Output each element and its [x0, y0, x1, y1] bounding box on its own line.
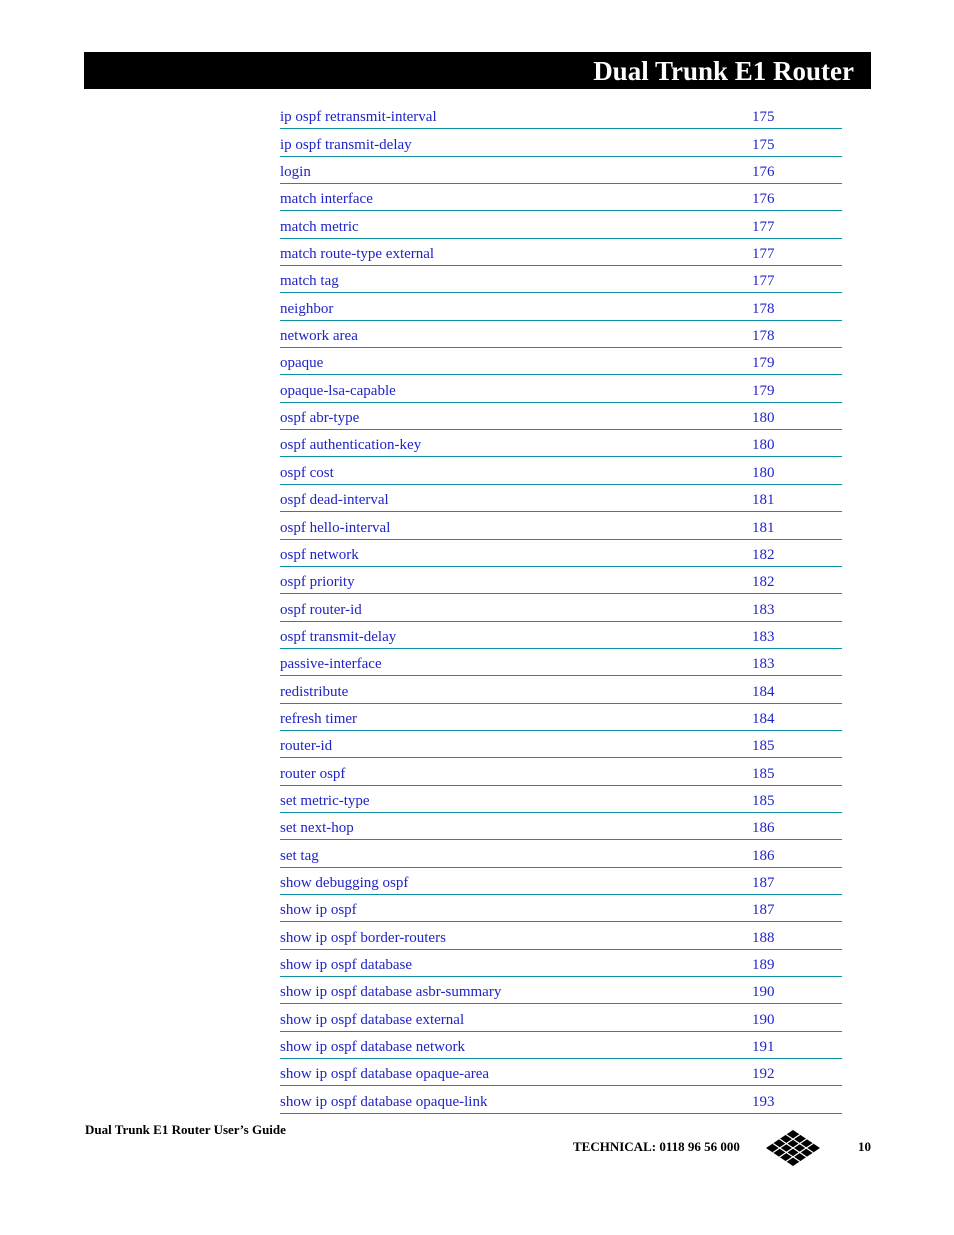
toc-entry-page[interactable]: 184 — [752, 683, 775, 700]
toc-entry-label[interactable]: login — [280, 164, 311, 181]
toc-entry-label[interactable]: opaque-lsa-capable — [280, 382, 396, 399]
toc-entry[interactable] — [280, 457, 842, 484]
toc-entry[interactable] — [280, 649, 842, 676]
toc-entry-page[interactable]: 185 — [752, 765, 775, 782]
toc-entry-page[interactable]: 180 — [752, 437, 775, 454]
toc-entry-page[interactable]: 183 — [752, 628, 775, 645]
footer-technical-phone: TECHNICAL: 0118 96 56 000 — [573, 1139, 740, 1154]
toc-entry-label[interactable]: ospf authentication-key — [280, 437, 422, 454]
toc-entry-page[interactable]: 177 — [752, 218, 775, 235]
toc-entry-label[interactable]: ospf priority — [280, 574, 355, 591]
toc-entry-page[interactable]: 177 — [752, 246, 775, 263]
toc-entry[interactable] — [280, 786, 842, 813]
toc-entry[interactable] — [280, 758, 842, 785]
toc-entry-label[interactable]: opaque — [280, 355, 324, 372]
toc-entry-page[interactable]: 182 — [752, 574, 775, 591]
toc-entry-label[interactable]: ospf cost — [280, 464, 334, 481]
toc-entry-page[interactable]: 193 — [752, 1093, 775, 1110]
toc-entry-page[interactable]: 176 — [752, 164, 775, 181]
toc-entry[interactable] — [280, 485, 842, 512]
toc-entry[interactable] — [280, 430, 842, 457]
toc-entry[interactable] — [280, 184, 842, 211]
toc-entry[interactable] — [280, 102, 842, 129]
toc-entry[interactable] — [280, 239, 842, 266]
toc-entry-page[interactable]: 176 — [752, 191, 775, 208]
table-of-contents — [280, 102, 842, 1114]
footer-page-number: 10 — [858, 1139, 871, 1154]
toc-entry-label[interactable]: ospf network — [280, 546, 359, 563]
toc-entry-label[interactable]: redistribute — [280, 683, 349, 700]
toc-entry-page[interactable]: 179 — [752, 355, 775, 372]
toc-entry[interactable] — [280, 704, 842, 731]
toc-entry-page[interactable]: 189 — [752, 957, 775, 973]
toc-entry-page[interactable]: 185 — [752, 738, 775, 755]
toc-entry-page[interactable]: 190 — [752, 1011, 775, 1028]
toc-entry-page[interactable]: 191 — [752, 1039, 775, 1056]
toc-entry-label[interactable]: show ip ospf border-routers — [280, 929, 446, 946]
toc-entry-page[interactable]: 178 — [752, 328, 775, 345]
toc-entry-label[interactable]: show ip ospf database asbr-summary — [280, 984, 502, 1001]
toc-entry[interactable] — [280, 977, 842, 1004]
toc-entry[interactable] — [280, 731, 842, 758]
toc-entry-page[interactable]: 183 — [752, 601, 775, 618]
toc-entry-page[interactable]: 179 — [752, 382, 775, 399]
toc-entry-label[interactable]: ospf hello-interval — [280, 519, 391, 536]
toc-entry[interactable] — [280, 622, 842, 649]
toc-entry-label[interactable]: ospf transmit-delay — [280, 628, 397, 645]
toc-entry[interactable] — [280, 868, 842, 895]
toc-entry[interactable] — [280, 567, 842, 594]
toc-entry-label[interactable]: match interface — [280, 191, 373, 208]
toc-entry-page[interactable]: 186 — [752, 847, 775, 864]
toc-entry[interactable] — [280, 1032, 842, 1059]
toc-entry-label[interactable]: match metric — [280, 218, 359, 235]
toc-entry-label[interactable]: show ip ospf database — [280, 957, 413, 973]
toc-entry-page[interactable]: 183 — [752, 656, 775, 673]
toc-entry-page[interactable]: 185 — [752, 792, 775, 809]
toc-entry[interactable] — [280, 922, 842, 949]
toc-entry-label[interactable]: show ip ospf database opaque-area — [280, 1066, 490, 1083]
toc-entry[interactable] — [280, 321, 842, 348]
toc-entry-label[interactable]: show ip ospf — [280, 902, 357, 919]
toc-entry-label[interactable]: set next-hop — [280, 820, 354, 837]
toc-entry[interactable] — [280, 129, 842, 156]
toc-entry[interactable] — [280, 540, 842, 567]
toc-entry[interactable] — [280, 1059, 842, 1086]
toc-entry-page[interactable]: 187 — [752, 874, 775, 891]
toc-entry-label[interactable]: refresh timer — [280, 710, 358, 727]
toc-entry[interactable] — [280, 950, 842, 977]
toc-entry-label[interactable]: router-id — [280, 738, 333, 755]
toc-entry[interactable] — [280, 895, 842, 922]
toc-entry-page[interactable]: 178 — [752, 300, 775, 317]
toc-entry-page[interactable]: 177 — [752, 273, 775, 290]
toc-entry-label[interactable]: ospf abr-type — [280, 410, 360, 427]
toc-entry[interactable] — [280, 375, 842, 402]
toc-entry-label[interactable]: show ip ospf database network — [280, 1039, 465, 1056]
toc-entry-page[interactable]: 180 — [752, 410, 775, 427]
toc-entry-label[interactable]: ospf dead-interval — [280, 492, 389, 509]
toc-entry-label[interactable]: ip ospf transmit-delay — [280, 136, 412, 153]
toc-entry-label[interactable]: show ip ospf database opaque-link — [280, 1093, 488, 1110]
toc-entry-page[interactable]: 186 — [752, 820, 775, 837]
toc-entry-label[interactable]: show ip ospf database external — [280, 1011, 465, 1028]
toc-entry-page[interactable]: 175 — [752, 136, 775, 153]
toc-entry-label[interactable]: ip ospf retransmit-interval — [280, 109, 437, 126]
black-box-logo-icon — [765, 1129, 821, 1167]
toc-entry[interactable] — [280, 266, 842, 293]
toc-entry-page[interactable]: 184 — [752, 710, 775, 727]
toc-entry[interactable] — [280, 1086, 842, 1113]
toc-entry-label[interactable]: set tag — [280, 847, 319, 864]
toc-entry-page[interactable]: 188 — [752, 929, 775, 946]
toc-entry-page[interactable]: 187 — [752, 902, 775, 919]
toc-entry-label[interactable]: set metric-type — [280, 792, 370, 809]
toc-entry-page[interactable]: 182 — [752, 546, 775, 563]
page-title: Dual Trunk E1 Router — [593, 56, 854, 86]
toc-entry-label[interactable]: match tag — [280, 273, 339, 290]
toc-entry[interactable] — [280, 348, 842, 375]
toc-entry-label[interactable]: neighbor — [280, 300, 334, 317]
toc-entry-page[interactable]: 190 — [752, 984, 775, 1001]
toc-entry[interactable] — [280, 157, 842, 184]
toc-entry-page[interactable]: 192 — [752, 1066, 775, 1083]
toc-entry-label[interactable]: passive-interface — [280, 656, 382, 673]
toc-entry[interactable] — [280, 594, 842, 621]
toc-entry-page[interactable]: 181 — [752, 519, 775, 536]
footer-guide-title: Dual Trunk E1 Router User’s Guide — [85, 1122, 286, 1137]
toc-entry[interactable] — [280, 211, 842, 238]
header-bar — [84, 52, 871, 89]
toc-entry-page[interactable]: 181 — [752, 492, 775, 509]
toc-entry-label[interactable]: ospf router-id — [280, 601, 362, 618]
toc-entry[interactable] — [280, 840, 842, 867]
toc-entry-label[interactable]: router ospf — [280, 765, 346, 782]
toc-entry[interactable] — [280, 813, 842, 840]
toc-entry-page[interactable]: 175 — [752, 109, 775, 126]
toc-entry[interactable] — [280, 512, 842, 539]
toc-entry[interactable] — [280, 403, 842, 430]
toc-entry[interactable] — [280, 676, 842, 703]
toc-entry-label[interactable]: network area — [280, 328, 358, 345]
toc-entry-label[interactable]: match route-type external — [280, 246, 435, 263]
toc-entry-page[interactable]: 180 — [752, 464, 775, 481]
toc-entry[interactable] — [280, 293, 842, 320]
toc-entry-label[interactable]: show debugging ospf — [280, 874, 409, 891]
toc-entry[interactable] — [280, 1004, 842, 1031]
